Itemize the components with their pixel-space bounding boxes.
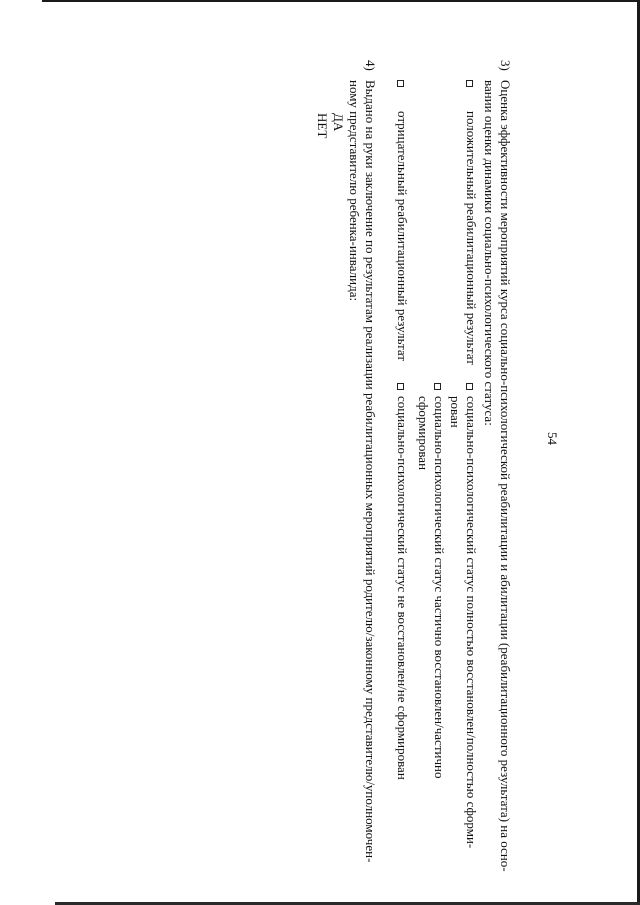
status-not-restored-label: социально-психологический статус не восстановлен/не сформирован [395,396,410,780]
negative-result-checkbox[interactable] [397,80,404,87]
section-3-number: 3) [498,60,513,71]
page-number: 54 [545,432,560,445]
section-4-line-1: Выдано на руки заключение по результатам реализации реабилитационных мероприятий родителю/законному представителю/уполномочен- [363,80,378,863]
answer-yes: ДА [331,113,346,132]
section-4-number: 4) [363,60,378,71]
status-fully-restored-checkbox[interactable] [466,383,473,390]
status-fully-restored-line-2: рован [448,396,463,428]
positive-result-label: положительный реабилитационный результат [464,111,479,365]
status-partially-restored-checkbox[interactable] [434,383,441,390]
status-fully-restored-line-1: социально-психологический статус полностью восстановлен/полностью сформи- [464,396,479,849]
positive-result-checkbox[interactable] [466,80,473,87]
status-not-restored-checkbox[interactable] [397,383,404,390]
section-3-line-1: Оценка эффективности мероприятий курса социально-психологической реабилитации и абилитации (реабилитационного результата) на осно- [498,80,513,872]
section-3-line-2: вании оценки динамики социально-психологического статуса: [482,80,497,426]
answer-no: НЕТ [315,113,330,139]
status-partially-restored-line-2: сформирован [416,396,431,471]
negative-result-label: отрицательный реабилитационный результат [395,111,410,361]
section-4-line-2: ному представителю ребенка-инвалида: [347,80,362,302]
status-partially-restored-line-1: социально-психологический статус частично восстановлен/частично [432,396,447,779]
